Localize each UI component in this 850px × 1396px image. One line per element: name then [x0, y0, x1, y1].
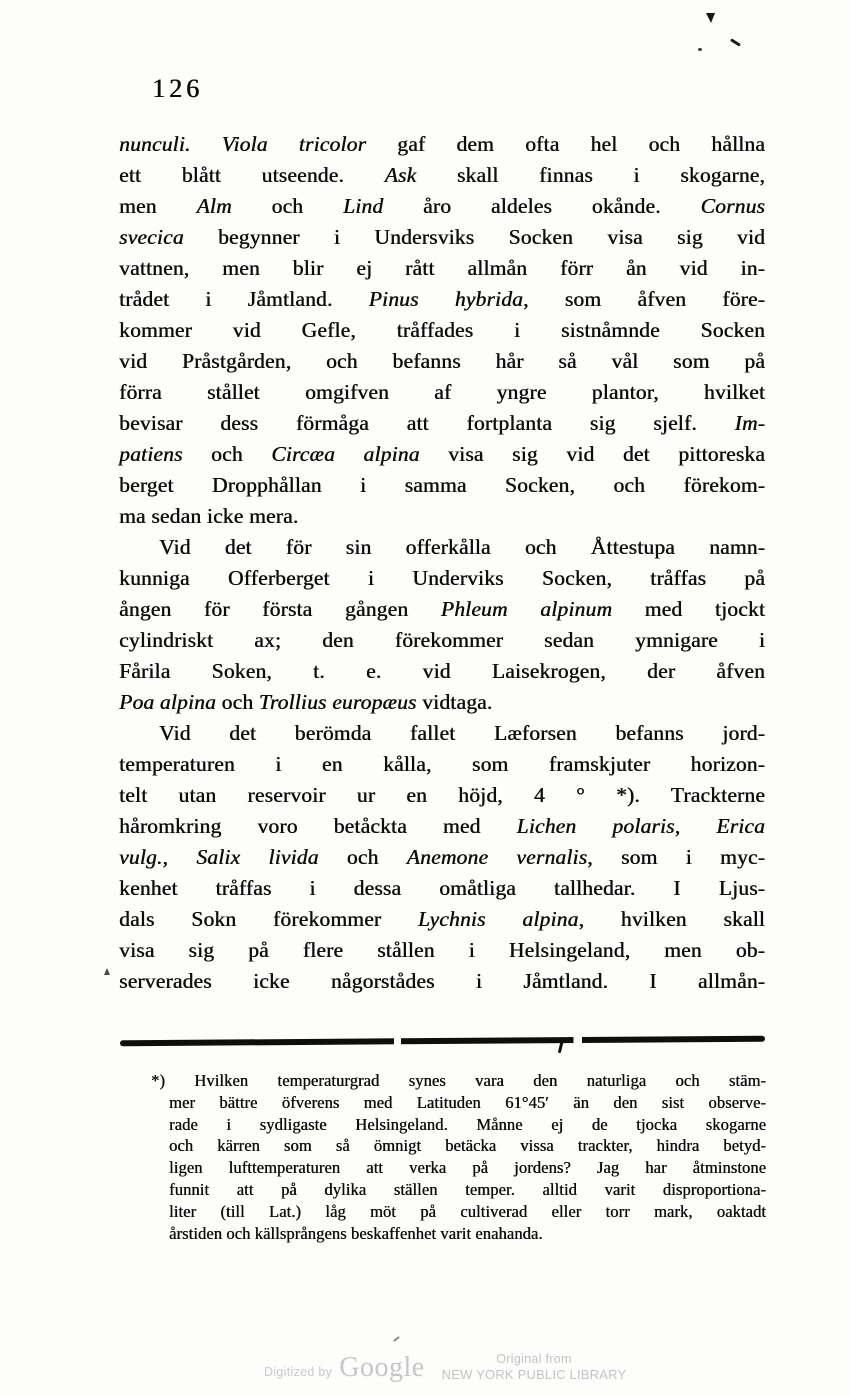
- body-line: berget Dropphållan i samma Socken, och förekom-: [119, 473, 765, 497]
- body-line: visa sig på flere stållen i Helsingeland, men ob-: [119, 938, 765, 962]
- library-watermark: [428, 1352, 640, 1384]
- body-line: men Alm och Lind åro aldeles okånde. Cornus: [119, 194, 765, 218]
- footnote-text: [151, 1070, 766, 1244]
- footnote-line: *) Hvilken temperaturgrad synes vara den naturliga och stäm-: [151, 1071, 766, 1090]
- body-line: ma sedan icke mera.: [119, 504, 299, 528]
- ink-speck-icon: [698, 48, 702, 51]
- google-watermark: [264, 1352, 425, 1384]
- original-from-label: Original from: [496, 1352, 572, 1366]
- body-line: förra stållet omgifven af yngre plantor, hvilket: [119, 380, 765, 404]
- body-line: svecica begynner i Undersviks Socken visa sig vid: [119, 225, 765, 249]
- footnote-line: liter (till Lat.) låg möt på cultiverad eller torr mark, oaktadt: [169, 1201, 766, 1221]
- body-line: håromkring voro betåckta med Lichen polaris, Erica: [119, 814, 766, 838]
- body-line: vattnen, men blir ej rått allmån förr ån vid in-: [119, 256, 765, 280]
- body-line: bevisar dess förmåga att fortplanta sig sjelf. Im-: [119, 411, 765, 435]
- library-name: NEW YORK PUBLIC LIBRARY: [441, 1367, 627, 1382]
- body-line: patiens och Circæa alpina visa sig vid det pittoreska: [119, 442, 765, 466]
- body-line: kommer vid Gefle, tråffades i sistnåmnde Socken: [119, 318, 765, 342]
- body-line: serverades icke någorstådes i Jåmtland. I allmån-: [119, 969, 765, 993]
- body-text: [119, 129, 765, 997]
- body-line: dals Sokn förekommer Lychnis alpina, hvilken skall: [119, 907, 765, 931]
- ink-speck-icon: [706, 13, 715, 23]
- footnote-line: och kärren som så ömnigt betäcka vissa trackter, hindra betyd-: [169, 1136, 766, 1156]
- body-line: vid Pråstgården, och befanns hår så vål som på: [119, 349, 765, 373]
- body-line: nunculi. Viola tricolor gaf dem ofta hel och hållna: [119, 132, 765, 156]
- ink-speck-icon: [393, 1336, 400, 1342]
- body-line: Fårila Soken, t. e. vid Laisekrogen, der åfven: [119, 659, 765, 683]
- ink-speck-icon: [730, 38, 741, 46]
- body-line: telt utan reservoir ur en höjd, 4 ° *). Trackterne: [119, 783, 765, 807]
- ink-hook: [557, 1042, 563, 1053]
- body-line: ett blått utseende. Ask skall finnas i skogarne,: [119, 163, 765, 187]
- body-line: trådet i Jåmtland. Pinus hybrida, som åfven före-: [119, 287, 765, 311]
- body-line: vulg., Salix livida och Anemone vernalis, som i myc-: [119, 845, 766, 869]
- body-line: cylindriskt ax; den förekommer sedan ymnigare i: [119, 628, 765, 652]
- body-line: Vid det för sin offerkålla och Åttestupa namn-: [159, 535, 765, 559]
- footnote-line: årstiden och källsprångens beskaffenhet varit enahanda.: [169, 1223, 543, 1243]
- footnote-line: funnit att på dylika ställen temper. alltid varit disproportiona-: [169, 1179, 766, 1199]
- ink-speck-icon: [104, 968, 110, 975]
- body-line: ången för första gången Phleum alpinum med tjockt: [119, 597, 765, 621]
- body-line: kunniga Offerberget i Underviks Socken, tråffas på: [119, 566, 765, 590]
- digitized-by-label: Digitized by: [264, 1365, 333, 1379]
- footnote-separator-rule: [120, 1036, 765, 1047]
- footnote-line: mer bättre öfverens med Latituden 61°45′ än den sist observe-: [169, 1092, 766, 1112]
- body-line: Poa alpina och Trollius europæus vidtaga.: [119, 690, 493, 714]
- google-logo: Google: [339, 1352, 425, 1383]
- footnote-line: rade i sydligaste Helsingeland. Månne ej de tjocka skogarne: [169, 1114, 766, 1134]
- footnote-line: ligen lufttemperaturen att verka på jordens? Jag har åtminstone: [169, 1158, 766, 1178]
- body-line: kenhet tråffas i dessa omåtliga tallhedar. I Ljus-: [119, 876, 765, 900]
- page-number: 126: [152, 74, 203, 103]
- body-line: temperaturen i en kålla, som framskjuter horizon-: [119, 752, 765, 776]
- body-line: Vid det berömda fallet Læforsen befanns jord-: [159, 721, 765, 745]
